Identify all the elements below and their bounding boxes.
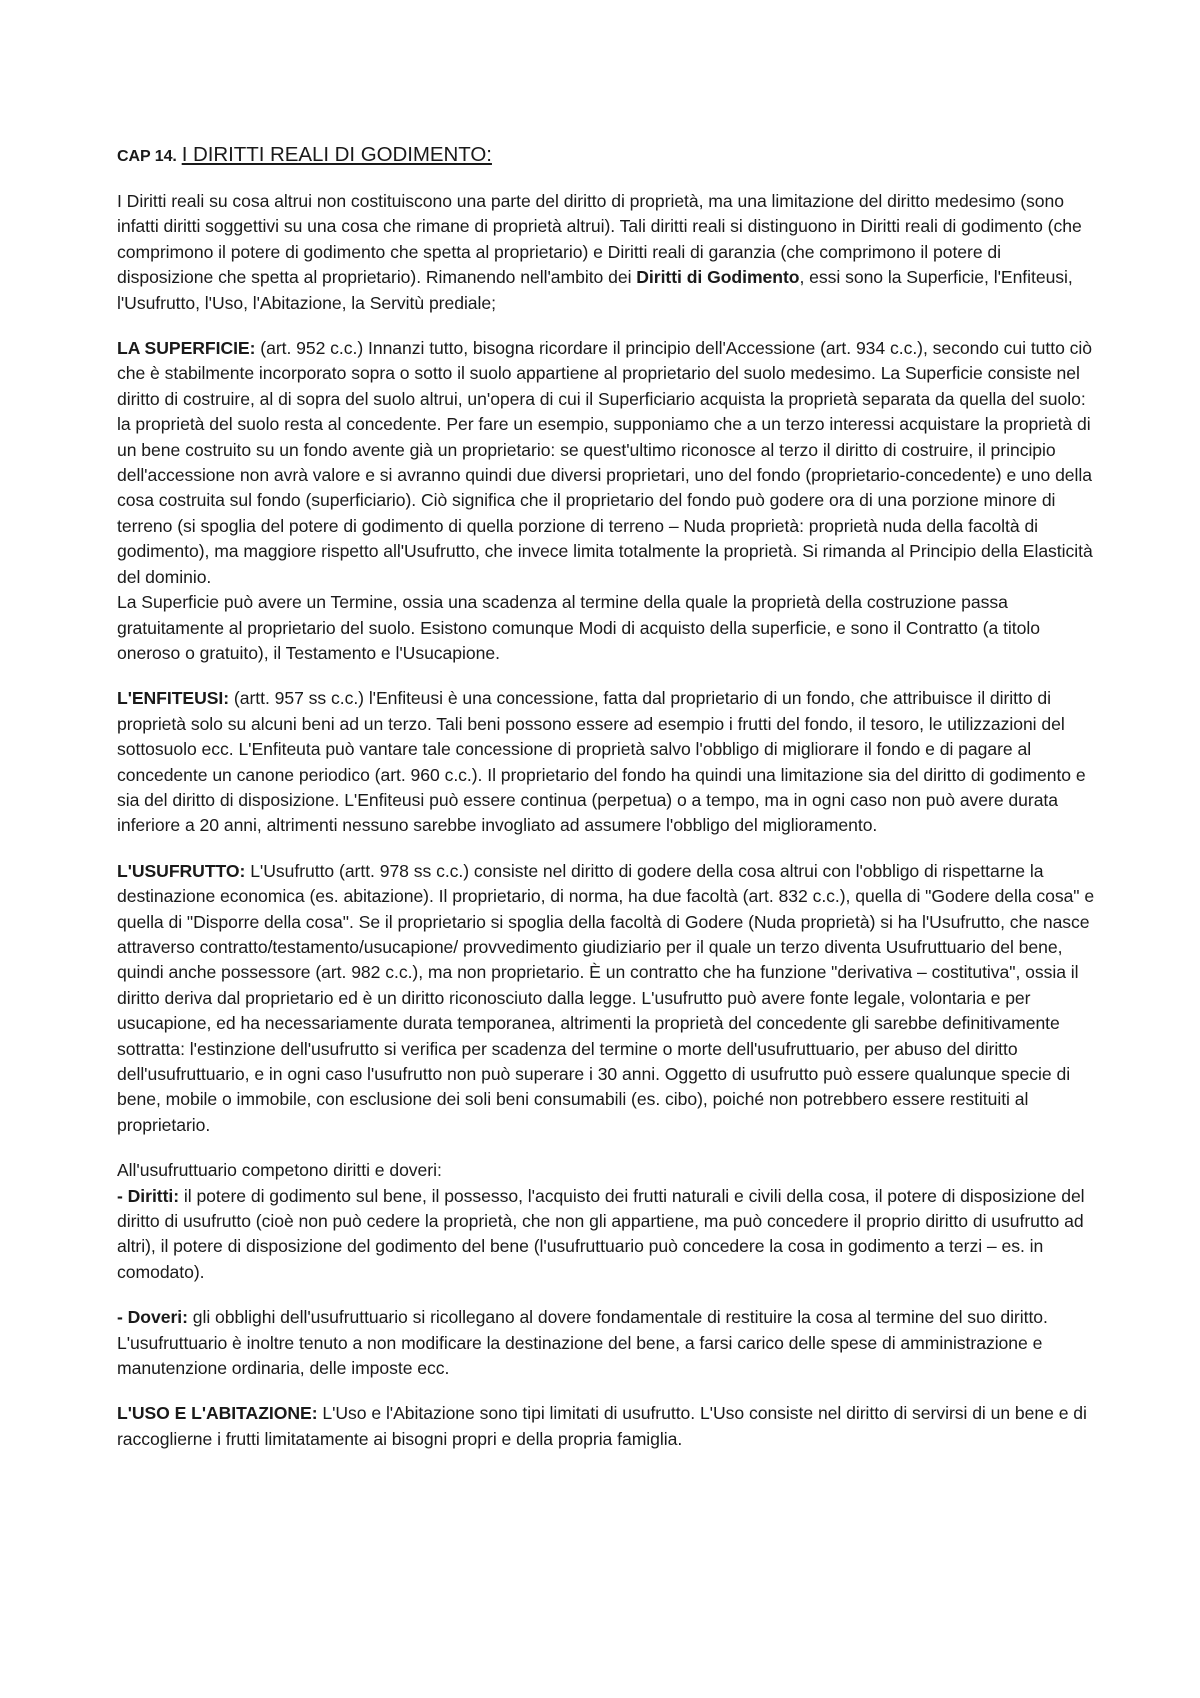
intro-text-1: I Diritti reali su cosa altrui non costituiscono una parte del diritto di proprietà, ma una limitazione del diritto medesimo (sono infatti diritti soggettivi su una cosa che rimane di proprietà altrui). Tali diritti reali si distinguono in Diritti reali di godimento (che comprimono il potere di godimento che spetta al proprietario) e Diritti reali di garanzia (che comprimono il potere di disposizione che spetta al proprietario). Rimanendo nell'ambito dei [117,191,1082,288]
usufrutto-text: L'Usufrutto (artt. 978 ss c.c.) consiste nel diritto di godere della cosa altrui con l'obbligo di rispettarne la destinazione economica (es. abitazione). Il proprietario, di norma, ha due facoltà (art. 832 c.c.), quella di "Godere della cosa" e quella di "Disporre della cosa". Se il proprietario si spoglia della facoltà di Godere (Nuda proprietà) si ha l'Usufrutto, che nasce attraverso contratto/testamento/usucapione/ provvedimento giudiziario per il quale un terzo diventa Usufruttuario del bene, quindi anche possessore (art. 982 c.c.), ma non proprietario. È un contratto che ha funzione "derivativa – costitutiva", ossia il diritto deriva dal proprietario ed è un diritto riconosciuto dalla legge. L'usufrutto può avere fonte legale, volontaria e per usucapione, ed ha necessariamente durata temporanea, altrimenti la proprietà del concedente gli sarebbe definitivamente sottratta: l'estinzione dell'usufrutto si verifica per scadenza del termine o morte dell'usufruttuario, per abuso del diritto dell'usufruttuario, e in ogni caso l'usufrutto non può superare i 30 anni. Oggetto di usufrutto può essere qualunque specie di bene, mobile o immobile, con esclusione dei soli beni consumabili (es. cibo), poiché non potrebbero essere restituiti al proprietario. [117,860,1095,1135]
enfiteusi-text: (artt. 957 ss c.c.) l'Enfiteusi è una concessione, fatta dal proprietario di un fondo, che attribuisce il diritto di proprietà solo su alcuni beni ad un terzo. Tali beni possono essere ad esempio i frutti del fondo, il tesoro, le utilizzazioni del sottosuolo ecc. L'Enfiteuta può vantare tale concessione di proprietà salvo l'obbligo di migliorare il fondo e di pagare al concedente un canone periodico (art. 960 c.c.). Il proprietario del fondo ha quindi una limitazione sia del diritto di godimento e sia del diritto di disposizione. L'Enfiteusi può essere continua (perpetua) o a tempo, ma in ogni caso non può avere durata inferiore a 20 anni, altrimenti nessuno sarebbe invogliato ad assumere l'obbligo del miglioramento. [117,688,1086,836]
doveri-text: gli obblighi dell'usufruttuario si ricollegano al dovere fondamentale di restituire la cosa al termine del suo diritto. L'usufruttuario è inoltre tenuto a non modificare la destinazione del bene, a farsi carico delle spese di amministrazione e manutenzione ordinaria, delle imposte ecc. [117,1307,1048,1379]
chapter-number: CAP 14. [117,148,177,165]
diritti-label: - Diritti: [117,1185,180,1206]
usufrutto-label: L'USUFRUTTO: [117,860,246,881]
superficie-paragraph [117,336,1097,590]
superficie-paragraph-2 [117,590,1097,666]
enfiteusi-paragraph [117,686,1097,838]
superficie-text: (art. 952 c.c.) Innanzi tutto, bisogna ricordare il principio dell'Accessione (art. 934 c.c.), secondo cui tutto ciò che è stabilmente incorporato sopra o sotto il suolo appartiene al proprietario del suolo medesimo. La Superficie consiste nel diritto di costruire, al di sopra del suolo altrui, un'opera di cui il Superficiario acquista la proprietà separata da quella del suolo: la proprietà del suolo resta al concedente. Per fare un esempio, supponiamo che a un terzo interessi acquistare la proprietà di un bene costruito su un fondo avente già un proprietario: se quest'ultimo riconosce al terzo il diritto di costruire, il principio dell'accessione non avrà valore e si avranno quindi due diversi proprietari, uno del fondo (proprietario-concedente) e uno della cosa costruita sul fondo (superficiario). Ciò significa che il proprietario del fondo può godere ora di una porzione minore di terreno (si spoglia del potere di godimento di quella porzione di terreno – Nuda proprietà: proprietà nuda della facoltà di godimento), ma maggiore rispetto all'Usufrutto, che invece limita totalmente la proprietà. Si rimanda al Principio della Elasticità del dominio. [117,338,1093,587]
doveri-label: - Doveri: [117,1307,188,1328]
uso-abitazione-paragraph [117,1401,1097,1452]
superficie-text-2: La Superficie può avere un Termine, ossia una scadenza al termine della quale la proprietà della costruzione passa gratuitamente al proprietario del suolo. Esistono comunque Modi di acquisto della superficie, e sono il Contratto (a titolo oneroso o gratuito), il Testamento e l'Usucapione. [117,592,1040,663]
intro-bold-term: Diritti di Godimento [636,267,800,288]
intro-paragraph [117,189,1097,316]
diritti-paragraph [117,1184,1097,1286]
doveri-paragraph [117,1305,1097,1381]
enfiteusi-label: L'ENFITEUSI: [117,688,230,709]
document-page [117,141,1097,1472]
diritti-doveri-intro: All'usufruttuario competono diritti e doveri: [117,1160,442,1181]
diritti-text: il potere di godimento sul bene, il possesso, l'acquisto dei frutti naturali e civili della cosa, il potere di disposizione del diritto di usufrutto (cioè non può cedere la proprietà, che non gli appartiene, ma può concedere il proprio diritto di usufrutto ad altri), il potere di disposizione del godimento del bene (l'usufruttuario può concedere la cosa in godimento a terzi – es. in comodato). [117,1185,1085,1282]
uso-abitazione-label: L'USO E L'ABITAZIONE: [117,1403,318,1424]
usufrutto-paragraph [117,859,1097,1138]
intro-text-2: , essi sono la Superficie, l'Enfiteusi, l'Usufrutto, l'Uso, l'Abitazione, la Servitù prediale; [117,267,1073,313]
superficie-label: LA SUPERFICIE: [117,338,256,359]
chapter-title: I DIRITTI REALI DI GODIMENTO: [181,143,492,166]
uso-abitazione-text: L'Uso e l'Abitazione sono tipi limitati di usufrutto. L'Uso consiste nel diritto di servirsi di un bene e di raccoglierne i frutti limitatamente ai bisogni propri e della propria famiglia. [117,1403,1087,1449]
chapter-heading [117,141,1097,171]
